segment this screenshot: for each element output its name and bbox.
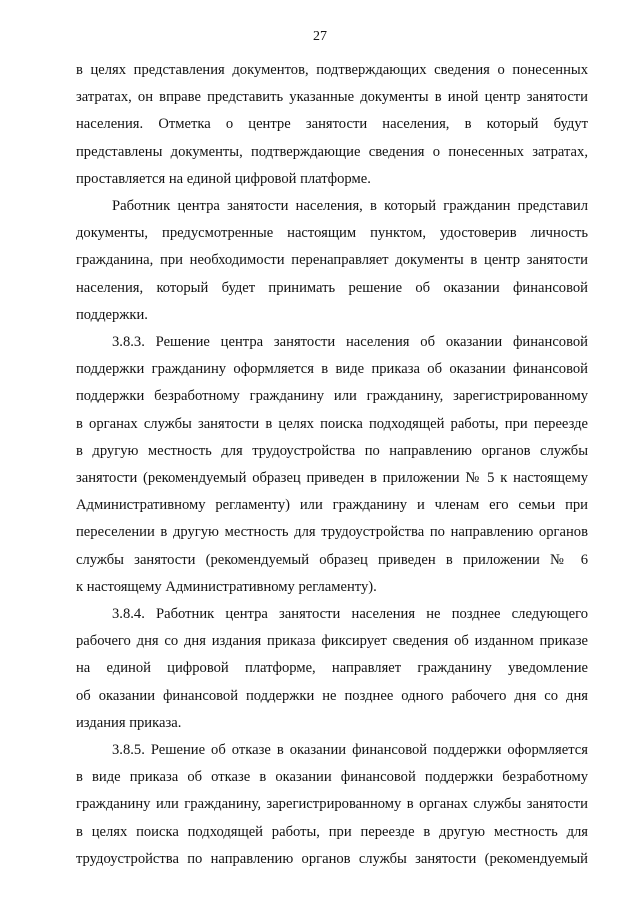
text-line: населения. Отметка о центре занятости населения, в который будут — [76, 116, 588, 133]
paragraph — [76, 329, 588, 601]
page-number: 27 — [313, 29, 327, 44]
text-line: населения, который будет принимать решение об оказании финансовой — [76, 279, 588, 296]
text-line: поддержки. — [76, 306, 148, 323]
text-line: 3.8.4. Работник центра занятости населения не позднее следующего — [112, 606, 588, 623]
text-line: об оказании финансовой поддержки не позднее одного рабочего дня со дня — [76, 687, 588, 704]
text-line: издания приказа. — [76, 714, 182, 731]
text-line: трудоустройства по направлению органов службы занятости (рекомендуемый — [76, 850, 588, 867]
text-line: в органах службы занятости в целях поиска подходящей работы, при переезде — [76, 415, 588, 432]
text-line: 3.8.5. Решение об отказе в оказании финансовой поддержки оформляется — [112, 742, 588, 759]
text-line: занятости (рекомендуемый образец приведен в приложении № 5 к настоящему — [76, 470, 588, 487]
text-line: гражданина, при необходимости перенаправляет документы в центр занятости — [76, 252, 588, 269]
paragraph — [76, 737, 588, 873]
text-line: представлены документы, подтверждающие сведения о понесенных затратах, — [76, 143, 588, 160]
text-line: гражданину или гражданину, зарегистрированному в органах службы занятости — [76, 796, 588, 813]
text-line: к настоящему Административному регламенту). — [76, 578, 377, 595]
text-line: проставляется на единой цифровой платформе. — [76, 170, 371, 187]
document-body — [76, 57, 588, 873]
text-line: в виде приказа об отказе в оказании финансовой поддержки безработному — [76, 769, 588, 786]
text-line: на единой цифровой платформе, направляет гражданину уведомление — [76, 660, 588, 677]
text-line: в целях поиска подходящей работы, при переезде в другую местность для — [76, 823, 588, 840]
text-line: Административному регламенту) или гражданину и членам его семьи при — [76, 497, 588, 514]
text-line: службы занятости (рекомендуемый образец приведен в приложении № 6 — [76, 551, 588, 568]
text-line: поддержки гражданину оформляется в виде приказа об оказании финансовой — [76, 361, 588, 378]
text-line: Работник центра занятости населения, в который гражданин представил — [112, 198, 588, 215]
text-line: документы, предусмотренные настоящим пунктом, удостоверив личность — [76, 225, 588, 242]
paragraph — [76, 57, 588, 193]
text-line: переселении в другую местность для трудоустройства по направлению органов — [76, 524, 588, 541]
text-line: поддержки безработному гражданину или гражданину, зарегистрированному — [76, 388, 588, 405]
text-line: в другую местность для трудоустройства по направлению органов службы — [76, 442, 588, 459]
paragraph — [76, 601, 588, 737]
text-line: в целях представления документов, подтверждающих сведения о понесенных — [76, 62, 588, 78]
text-line: 3.8.3. Решение центра занятости населения об оказании финансовой — [112, 334, 588, 351]
text-line: затратах, он вправе представить указанные документы в иной центр занятости — [76, 89, 588, 106]
paragraph — [76, 193, 588, 329]
text-line: рабочего дня со дня издания приказа фиксирует сведения об изданном приказе — [76, 633, 588, 650]
